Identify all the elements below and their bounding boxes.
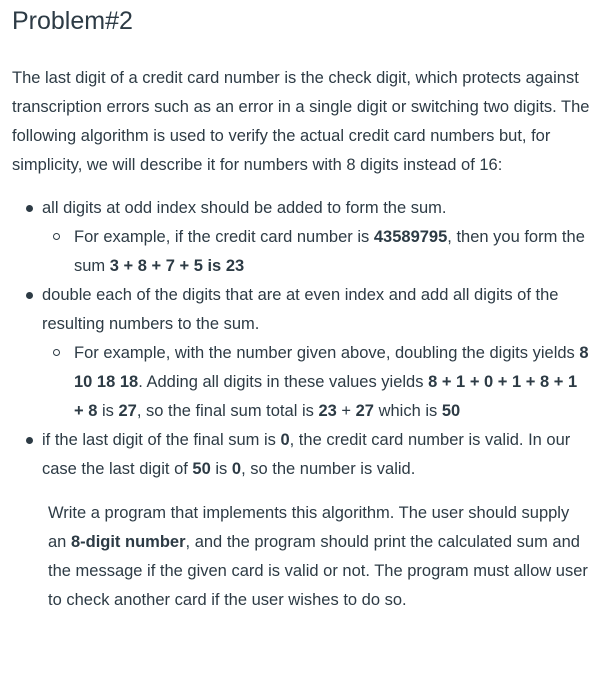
step-even-index-text: double each of the digits that are at even index and add all digits of the resulting numbers to the sum.: [42, 286, 559, 333]
list-item: [12, 426, 591, 484]
intro-paragraph: The last digit of a credit card number is the check digit, which protects against transcription errors such as an error in a single digit or switching two digits. The following algorithm is used to verify the actual credit card numbers but, for simplicity, we will describe it for numbers with 8 digits instead of 16:: [12, 69, 590, 174]
algorithm-steps-list: [12, 194, 591, 484]
zero-digit: 0: [231, 460, 242, 478]
task-text: , and the program should print the calculated sum and the message if the given card is valid or not. The program must allow user to check another card if the user wishes to do so.: [48, 533, 588, 609]
sub-list: [42, 223, 591, 281]
sub-list: [42, 339, 591, 426]
task-paragraph: [48, 499, 591, 615]
validity-text: is: [210, 460, 232, 478]
odd-sum-value: 23: [318, 402, 337, 420]
validity-text: , the credit card number is valid. In our case the last digit of: [42, 431, 571, 478]
even-sum-expression: 8 + 1 + 0 + 1 + 8 + 1 + 8: [74, 373, 578, 420]
list-item: [12, 194, 591, 281]
input-requirement: 8-digit number: [70, 533, 186, 551]
example-text: . Adding all digits in these values yields: [138, 373, 429, 391]
even-sum-value: 27: [355, 402, 374, 420]
total-sum-value: 50: [192, 460, 211, 478]
card-number: 43589795: [373, 228, 448, 246]
list-item: [12, 281, 591, 426]
example-text: For example, if the credit card number is: [74, 228, 374, 246]
example-text: +: [336, 402, 356, 420]
odd-sum-expression: 3 + 8 + 7 + 5 is 23: [109, 257, 245, 275]
even-sum-value: 27: [118, 402, 137, 420]
example-text: For example, with the number given above, doubling the digits yields: [74, 344, 580, 362]
total-sum-value: 50: [441, 402, 461, 420]
list-item: [42, 223, 591, 281]
zero-digit: 0: [280, 431, 290, 449]
step-odd-index-text: all digits at odd index should be added to form the sum.: [42, 199, 447, 217]
doubled-digits: 8 10 18 18: [74, 344, 589, 391]
example-text: is: [97, 402, 119, 420]
validity-text: , so the number is valid.: [241, 460, 416, 478]
example-text: which is: [373, 402, 442, 420]
validity-text: if the last digit of the final sum is: [42, 431, 281, 449]
task-text: Write a program that implements this algorithm. The user should supply an: [48, 504, 570, 551]
example-text: , then you form the sum: [74, 228, 585, 275]
page-title: Problem#2: [12, 7, 133, 35]
list-item: [42, 339, 591, 426]
example-text: , so the final sum total is: [136, 402, 319, 420]
